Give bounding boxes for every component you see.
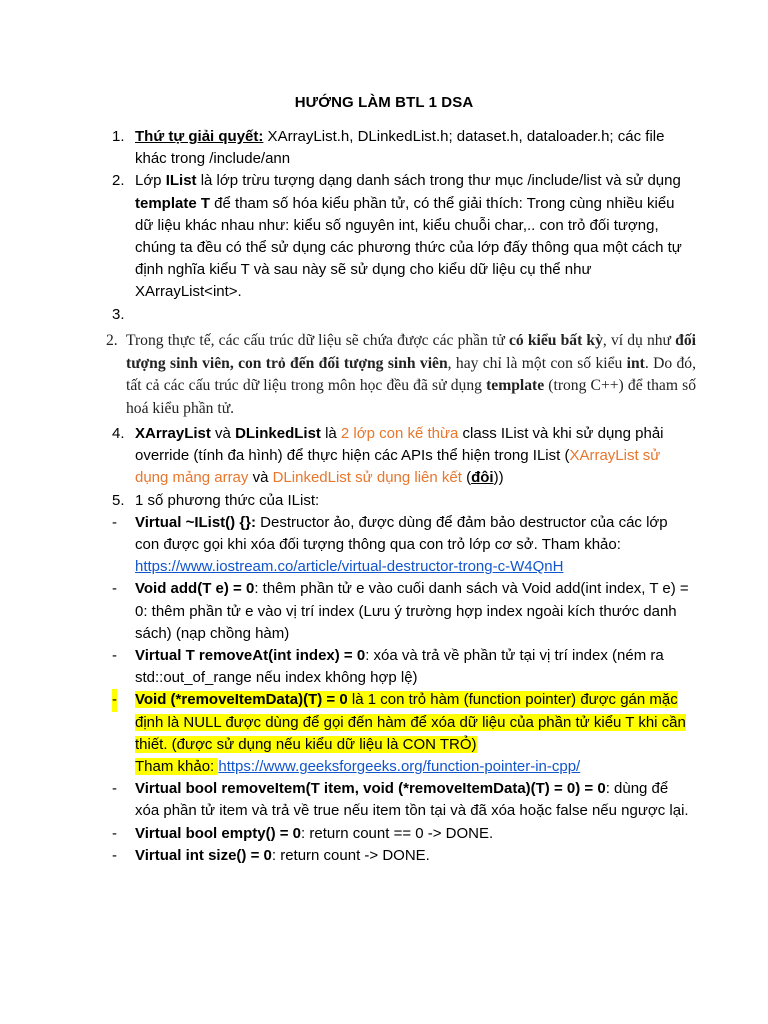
method-signature: Void (*removeItemData)(T) = 0 <box>135 691 348 709</box>
method-list <box>112 512 692 867</box>
method-description: Destructor ảo, được dùng để đảm bảo destructor của các lớp con được gọi khi xóa đối tượng thông qua con trỏ lớp cơ sở. Tham khảo: <box>135 513 668 554</box>
reference-link[interactable]: https://www.iostream.co/article/virtual-destructor-trong-c-W4QnH <box>135 558 564 576</box>
numbered-list <box>106 126 696 867</box>
list-item-5 <box>112 490 692 512</box>
dash-bullet: - <box>112 689 117 711</box>
item-text: và <box>248 469 273 487</box>
item-text: ( <box>461 469 472 487</box>
xarraylist-note: XArrayList sử dụng mảng array <box>135 447 661 487</box>
dash-bullet: - <box>112 513 117 531</box>
item-text: và <box>210 425 236 443</box>
reference-link[interactable]: https://www.geeksforgeeks.org/function-pointer-in-cpp/ <box>218 758 581 776</box>
list-item-4 <box>112 423 692 490</box>
method-signature: Virtual ~IList() {}: <box>135 513 256 531</box>
item-number: 4. <box>112 425 125 443</box>
dash-bullet: - <box>112 824 117 842</box>
scanned-paragraph <box>106 330 696 421</box>
method-item-removeitem <box>112 778 692 822</box>
dash-bullet: - <box>112 780 117 798</box>
method-signature: Virtual bool removeItem(T item, void (*removeItemData)(T) = 0) = 0 <box>135 780 606 798</box>
item-text: là lớp trừu tượng dạng danh sách trong thư mục /include/list và sử dụng <box>196 172 681 190</box>
method-description: : return count == 0 -> DONE. <box>301 824 494 842</box>
scanned-number: 2. <box>106 331 118 349</box>
list-item-1 <box>112 126 692 170</box>
doubly-term: đôi <box>471 469 494 487</box>
method-description: : thêm phần tử e vào cuối danh sách và Void add(int index, T e) = 0: thêm phần tử e vào vị trí index (Lưu ý trường hợp index ngoài kích thước danh sách) (nạp chồng hàm) <box>135 580 689 642</box>
item-text: XArrayList.h, DLinkedList.h; dataset.h, dataloader.h; các file khác trong /include/ann <box>135 128 665 168</box>
ilist-term: IList <box>165 172 197 190</box>
item-text: class IList và khi sử dụng phải override (tính đa hình) để thực hiện các APIs thể hiện trong IList ( <box>135 425 664 465</box>
method-signature: Virtual T removeAt(int index) = 0 <box>135 647 366 665</box>
item-number: 2. <box>112 172 125 190</box>
order-label: Thứ tự giải quyết: <box>135 128 264 145</box>
method-item-add <box>112 578 692 645</box>
method-description: là 1 con trỏ hàm (function pointer) được gán mặc định là NULL được dùng để gọi đến hàm để xóa dữ liệu của phần tử kiểu T khi cần thiết. (được sử dụng nếu kiểu dữ liệu là CON TRỎ) <box>135 691 686 753</box>
template-term: template T <box>135 194 211 212</box>
dlinkedlist-note: DLinkedList sử dụng liên kết <box>272 469 462 487</box>
item-text: 1 số phương thức của IList: <box>135 491 320 509</box>
dash-bullet: - <box>112 647 117 665</box>
list-item-3 <box>112 304 692 326</box>
item-number: 5. <box>112 491 125 509</box>
reference-label: Tham khảo: <box>135 758 219 776</box>
document-title: HƯỚNG LÀM BTL 1 DSA <box>294 94 474 111</box>
item-number: 1. <box>112 128 125 145</box>
method-description: : xóa và trả về phần tử tại vị trí index (ném ra std::out_of_range nếu index không hợp lệ) <box>135 647 664 687</box>
xarraylist-term: XArrayList <box>135 425 211 443</box>
inherit-note: 2 lớp con kế thừa <box>340 425 459 443</box>
dash-bullet: - <box>112 580 117 598</box>
dlinkedlist-term: DLinkedList <box>235 425 321 443</box>
item-text: )) <box>493 469 504 487</box>
item-text: để tham số hóa kiểu phần tử, có thể giải thích: Trong cùng nhiều kiểu dữ liệu khác nhau như: kiểu số nguyên int, kiểu chuỗi char,.. con trỏ đối tượng, chúng ta đều có thể sử dụng các phương thức của lớp đấy thông qua một cách tự định nghĩa kiểu T và sau này sẽ sử dụng cho kiểu dữ liệu cụ thể như XArrayList<int>. <box>135 194 682 301</box>
method-item-size <box>112 845 692 867</box>
item-text: là <box>320 425 341 443</box>
dash-bullet: - <box>112 846 117 864</box>
item-text: Lớp <box>135 172 166 190</box>
method-signature: Virtual bool empty() = 0 <box>135 824 302 842</box>
method-description: : return count -> DONE. <box>271 846 430 864</box>
method-item-removeitemdata <box>112 689 692 778</box>
item-number: 3. <box>112 305 125 323</box>
scanned-text: Trong thực tế, các cấu trúc dữ liệu sẽ chứa được các phần tử có kiểu bất kỳ, ví dụ như đối tượng sinh viên, con trỏ đến đối tượng sinh viên, hay chỉ là một con số kiểu int. Do đó, tất cả các cấu trúc dữ liệu trong môn học đều đã sử dụng template (trong C++) để tham số hoá kiểu phần tử. <box>126 331 696 418</box>
method-item-removeat <box>112 645 692 689</box>
method-item-destructor <box>112 512 692 579</box>
method-signature: Void add(T e) = 0 <box>135 580 255 598</box>
method-description: : dùng để xóa phần tử item và trả về true nếu item tồn tại và đã xóa hoặc false nếu ngược lại. <box>135 780 689 820</box>
list-item-2 <box>112 170 692 303</box>
method-item-empty <box>112 823 692 845</box>
method-signature: Virtual int size() = 0 <box>135 846 272 864</box>
